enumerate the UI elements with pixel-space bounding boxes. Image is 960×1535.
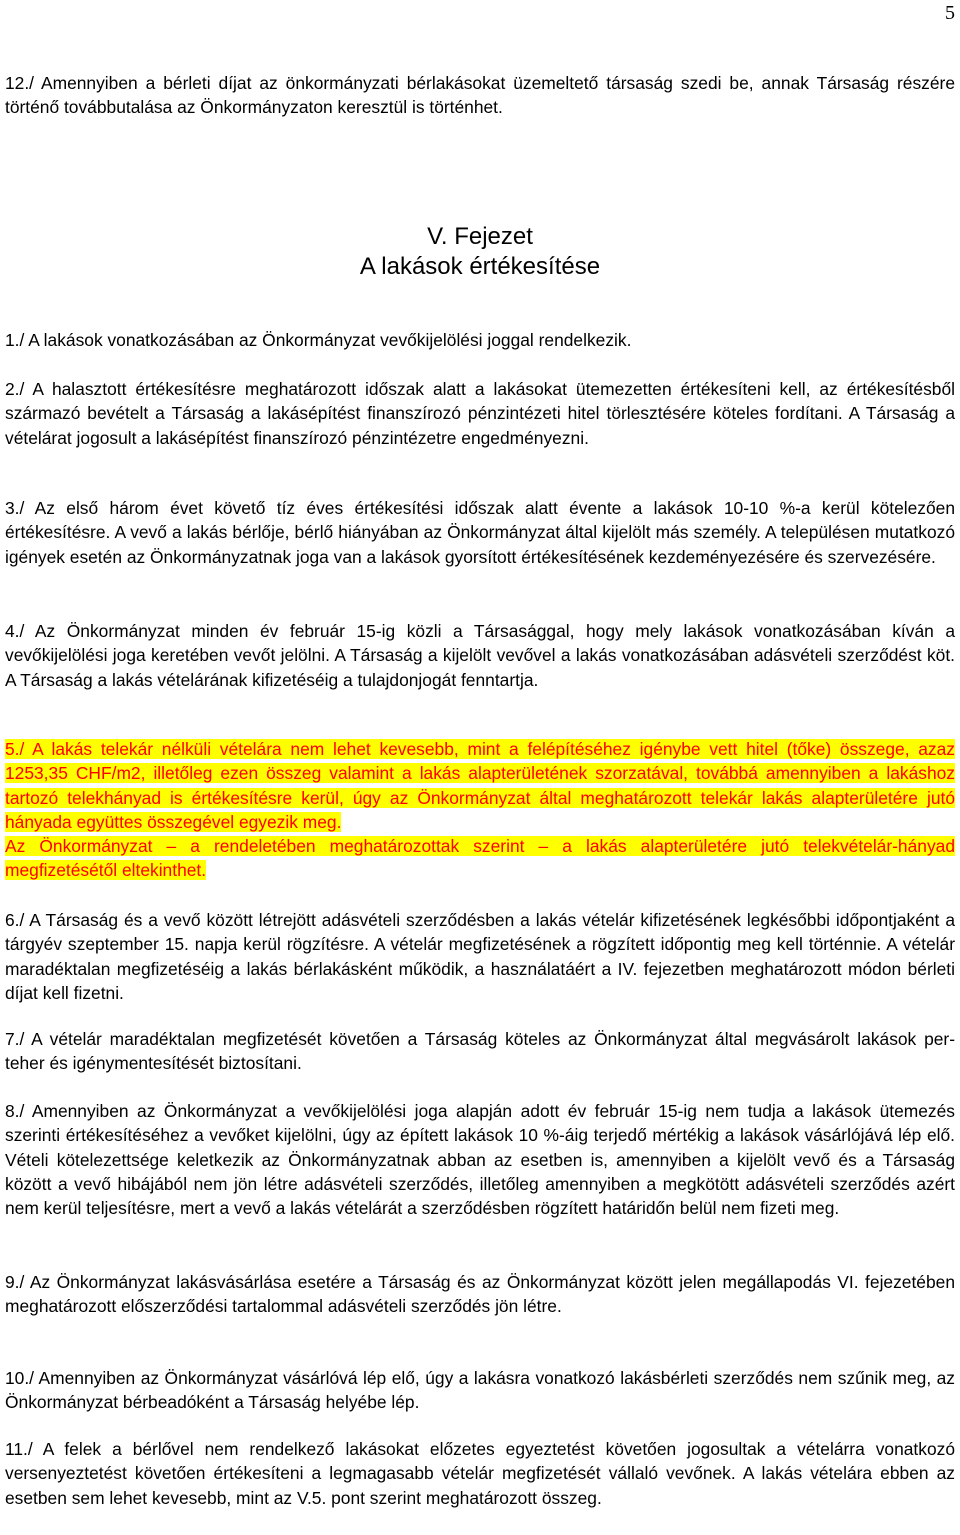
paragraph-8: 8./ Amennyiben az Önkormányzat a vevőkijelölési joga alapján adott év február 15-ig nem tudja a lakások ütemezés szerinti értékesítéséhez a vevőket kijelölni, úgy az épített lakások 10 %-áig terjedő mértékig a lakások vásárlójává lép elő. Vételi kötelezettsége keletkezik az Önkormányzatnak abban az esetben is, amennyiben a kijelölt vevő és a Társaság között a vevő hibájából nem jön létre adásvételi szerződés, illetőleg amennyiben a megkötött adásvételi szerződés azért nem kerül teljesítésre, mert a vevő a lakás vételárát a szerződésben rögzített határidőn belül nem fizeti meg. [5, 1101, 955, 1219]
paragraph-12: 12./ Amennyiben a bérleti díjat az önkormányzati bérlakásokat üzemeltető társaság szedi be, annak Társaság részére történő továbbutalása az Önkormányzaton keresztül is történhet. [5, 73, 955, 118]
paragraph-2: 2./ A halasztott értékesítésre meghatározott időszak alatt a lakásokat ütemezetten értékesíteni kell, az értékesítésből származó bevételt a Társaság a lakásépítést finanszírozó pénzintézeti hitel törlesztésére köteles fordítani. A Társaság a vételárat jogosult a lakásépítést finanszírozó pénzintézetre engedményezni. [5, 379, 955, 448]
chapter-title: V. Fejezet [427, 223, 533, 250]
paragraph-10: 10./ Amennyiben az Önkormányzat vásárlóvá lép elő, úgy a lakásra vonatkozó lakásbérleti szerződés nem szűnik meg, az Önkormányzat bérbeadóként a Társaság helyébe lép. [5, 1368, 955, 1413]
paragraph-9: 9./ Az Önkormányzat lakásvásárlása esetére a Társaság és az Önkormányzat között jelen megállapodás VI. fejezetében meghatározott előszerződési tartalommal adásvételi szerződés jön létre. [5, 1272, 955, 1317]
highlighted-text: Az Önkormányzat – a rendeletében meghatározottak szerint – a lakás alapterületére jutó telekvételár-hányad megfizetésétől eltekinthet. [5, 836, 955, 881]
paragraph-3: 3./ Az első három évet követő tíz éves értékesítési időszak alatt évente a lakások 10-10 %-a kerül kötelezően értékesítésre. A vevő a lakás bérlője, bérlő hiányában az Önkormányzat által kijelölt más személy. A településen mutatkozó igények esetén az Önkormányzatnak joga van a lakások gyorsított értékesítésének kezdeményezésére és szervezésére. [5, 498, 955, 567]
paragraph-1: 1./ A lakások vonatkozásában az Önkormányzat vevőkijelölési joggal rendelkezik. [5, 330, 632, 350]
paragraph-5 [5, 737, 955, 883]
page-number: 5 [945, 2, 955, 24]
paragraph-6: 6./ A Társaság és a vevő között létrejött adásvételi szerződésben a lakás vételár kifizetésének legkésőbbi időpontjaként a tárgyév szeptember 15. napja kerül rögzítésre. A vételár megfizetésének a rögzített időpontig meg kell történnie. A vételár maradéktalan megfizetéséig a lakás bérlakásként működik, a használatáért a IV. fejezetben meghatározott módon bérleti díjat kell fizetni. [5, 910, 955, 1003]
paragraph-7: 7./ A vételár maradéktalan megfizetését követően a Társaság köteles az Önkormányzat által megvásárolt lakások per- teher és igénymentesítését biztosítani. [5, 1029, 955, 1074]
highlighted-text: 5./ A lakás telekár nélküli vételára nem lehet kevesebb, mint a felépítéséhez igénybe vett hitel (tőke) összege, azaz 1253,35 CHF/m2, illetőleg ezen összeg valamint a lakás alapterületének szorzatával, továbbá amennyiben a lakáshoz tartozó telekhányad is értékesítésre kerül, úgy az Önkormányzat által meghatározott telekár lakás alapterületére jutó hányada együttes összegével egyezik meg. [5, 739, 955, 832]
chapter-subtitle: A lakások értékesítése [359, 253, 601, 280]
paragraph-4: 4./ Az Önkormányzat minden év február 15-ig közli a Társasággal, hogy mely lakások vonatkozásában kíván a vevőkijelölési joga keretében vevőt jelölni. A Társaság a kijelölt vevővel a lakás vonatkozásában adásvételi szerződést köt. A Társaság a lakás vételárának kifizetéséig a tulajdonjogát fenntartja. [5, 621, 955, 690]
paragraph-11: 11./ A felek a bérlővel nem rendelkező lakásokat előzetes egyeztetést követően jogosultak a vételárra vonatkozó versenyeztetést követően értékesíteni a legmagasabb vételár megfizetését vállaló vevőnek. A lakás vételára ebben az esetben sem lehet kevesebb, mint az V.5. pont szerint meghatározott összeg. [5, 1439, 955, 1508]
